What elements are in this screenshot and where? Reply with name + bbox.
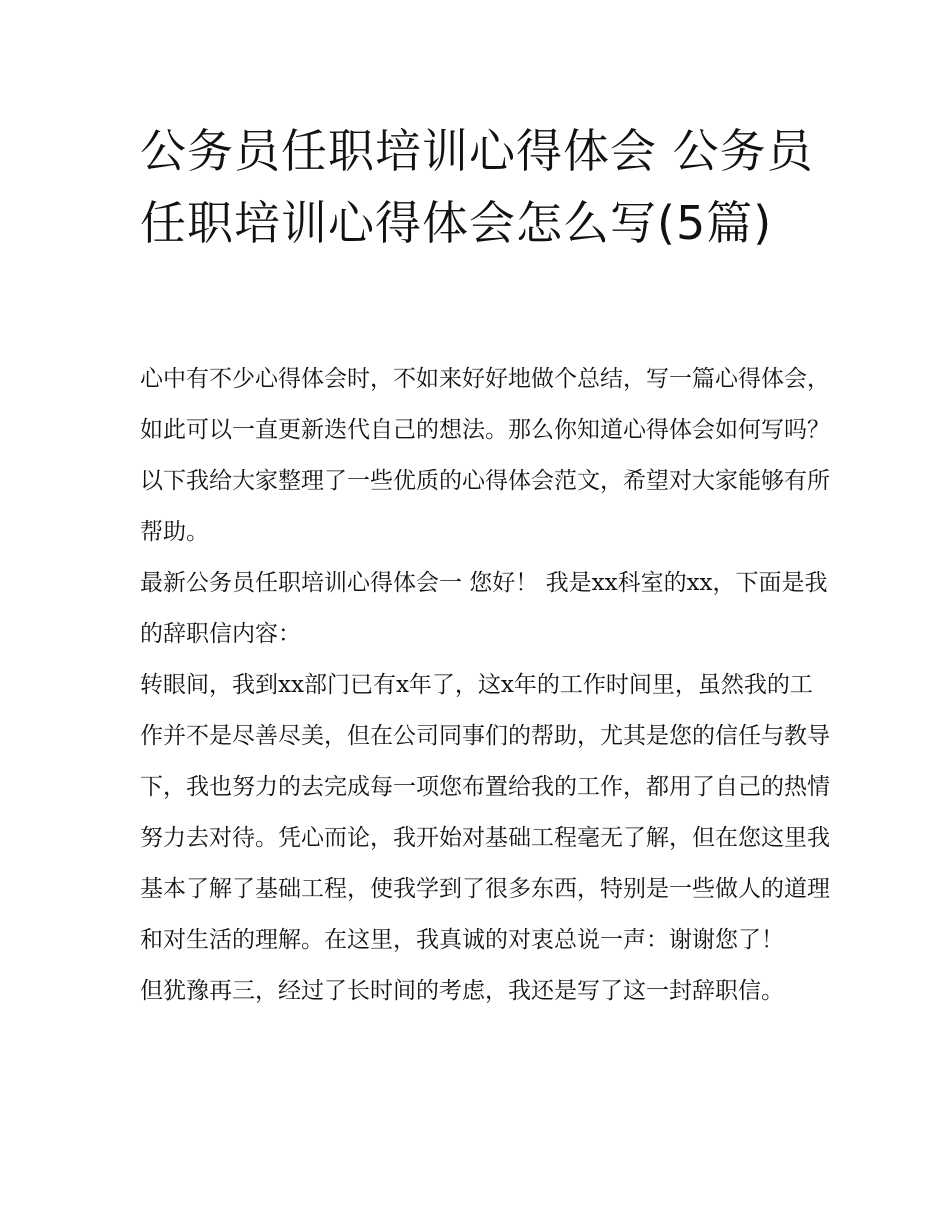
intro-paragraph: 心中有不少心得体会时，不如来好好地做个总结，写一篇心得体会，如此可以一直更新迭代自己的想法。那么你知道心得体会如何写吗？以下我给大家整理了一些优质的心得体会范文，希望对大家能够有所帮助。 [140, 366, 830, 545]
content-paragraph: 转眼间，我到xx部门已有x年了，这x年的工作时间里，虽然我的工作并不是尽善尽美，但在公司同事们的帮助，尤其是您的信任与教导下，我也努力的去完成每一项您布置给我的工作，都用了自己的热情努力去对待。凭心而论，我开始对基础工程毫无了解，但在您这里我基本了解了基础工程，使我学到了很多东西，特别是一些做人的道理和对生活的理解。在这里，我真诚的对衷总说一声：谢谢您了！ [140, 672, 830, 953]
document-body [140, 354, 830, 1017]
closing-paragraph: 但犹豫再三，经过了长时间的考虑，我还是写了这一封辞职信。 [140, 978, 784, 1004]
document-title: 公务员任职培训心得体会 公务员任职培训心得体会怎么写(5篇) [140, 124, 814, 250]
greeting-paragraph: 最新公务员任职培训心得体会一 您好！ 我是xx科室的xx，下面是我的辞职信内容： [140, 570, 828, 647]
